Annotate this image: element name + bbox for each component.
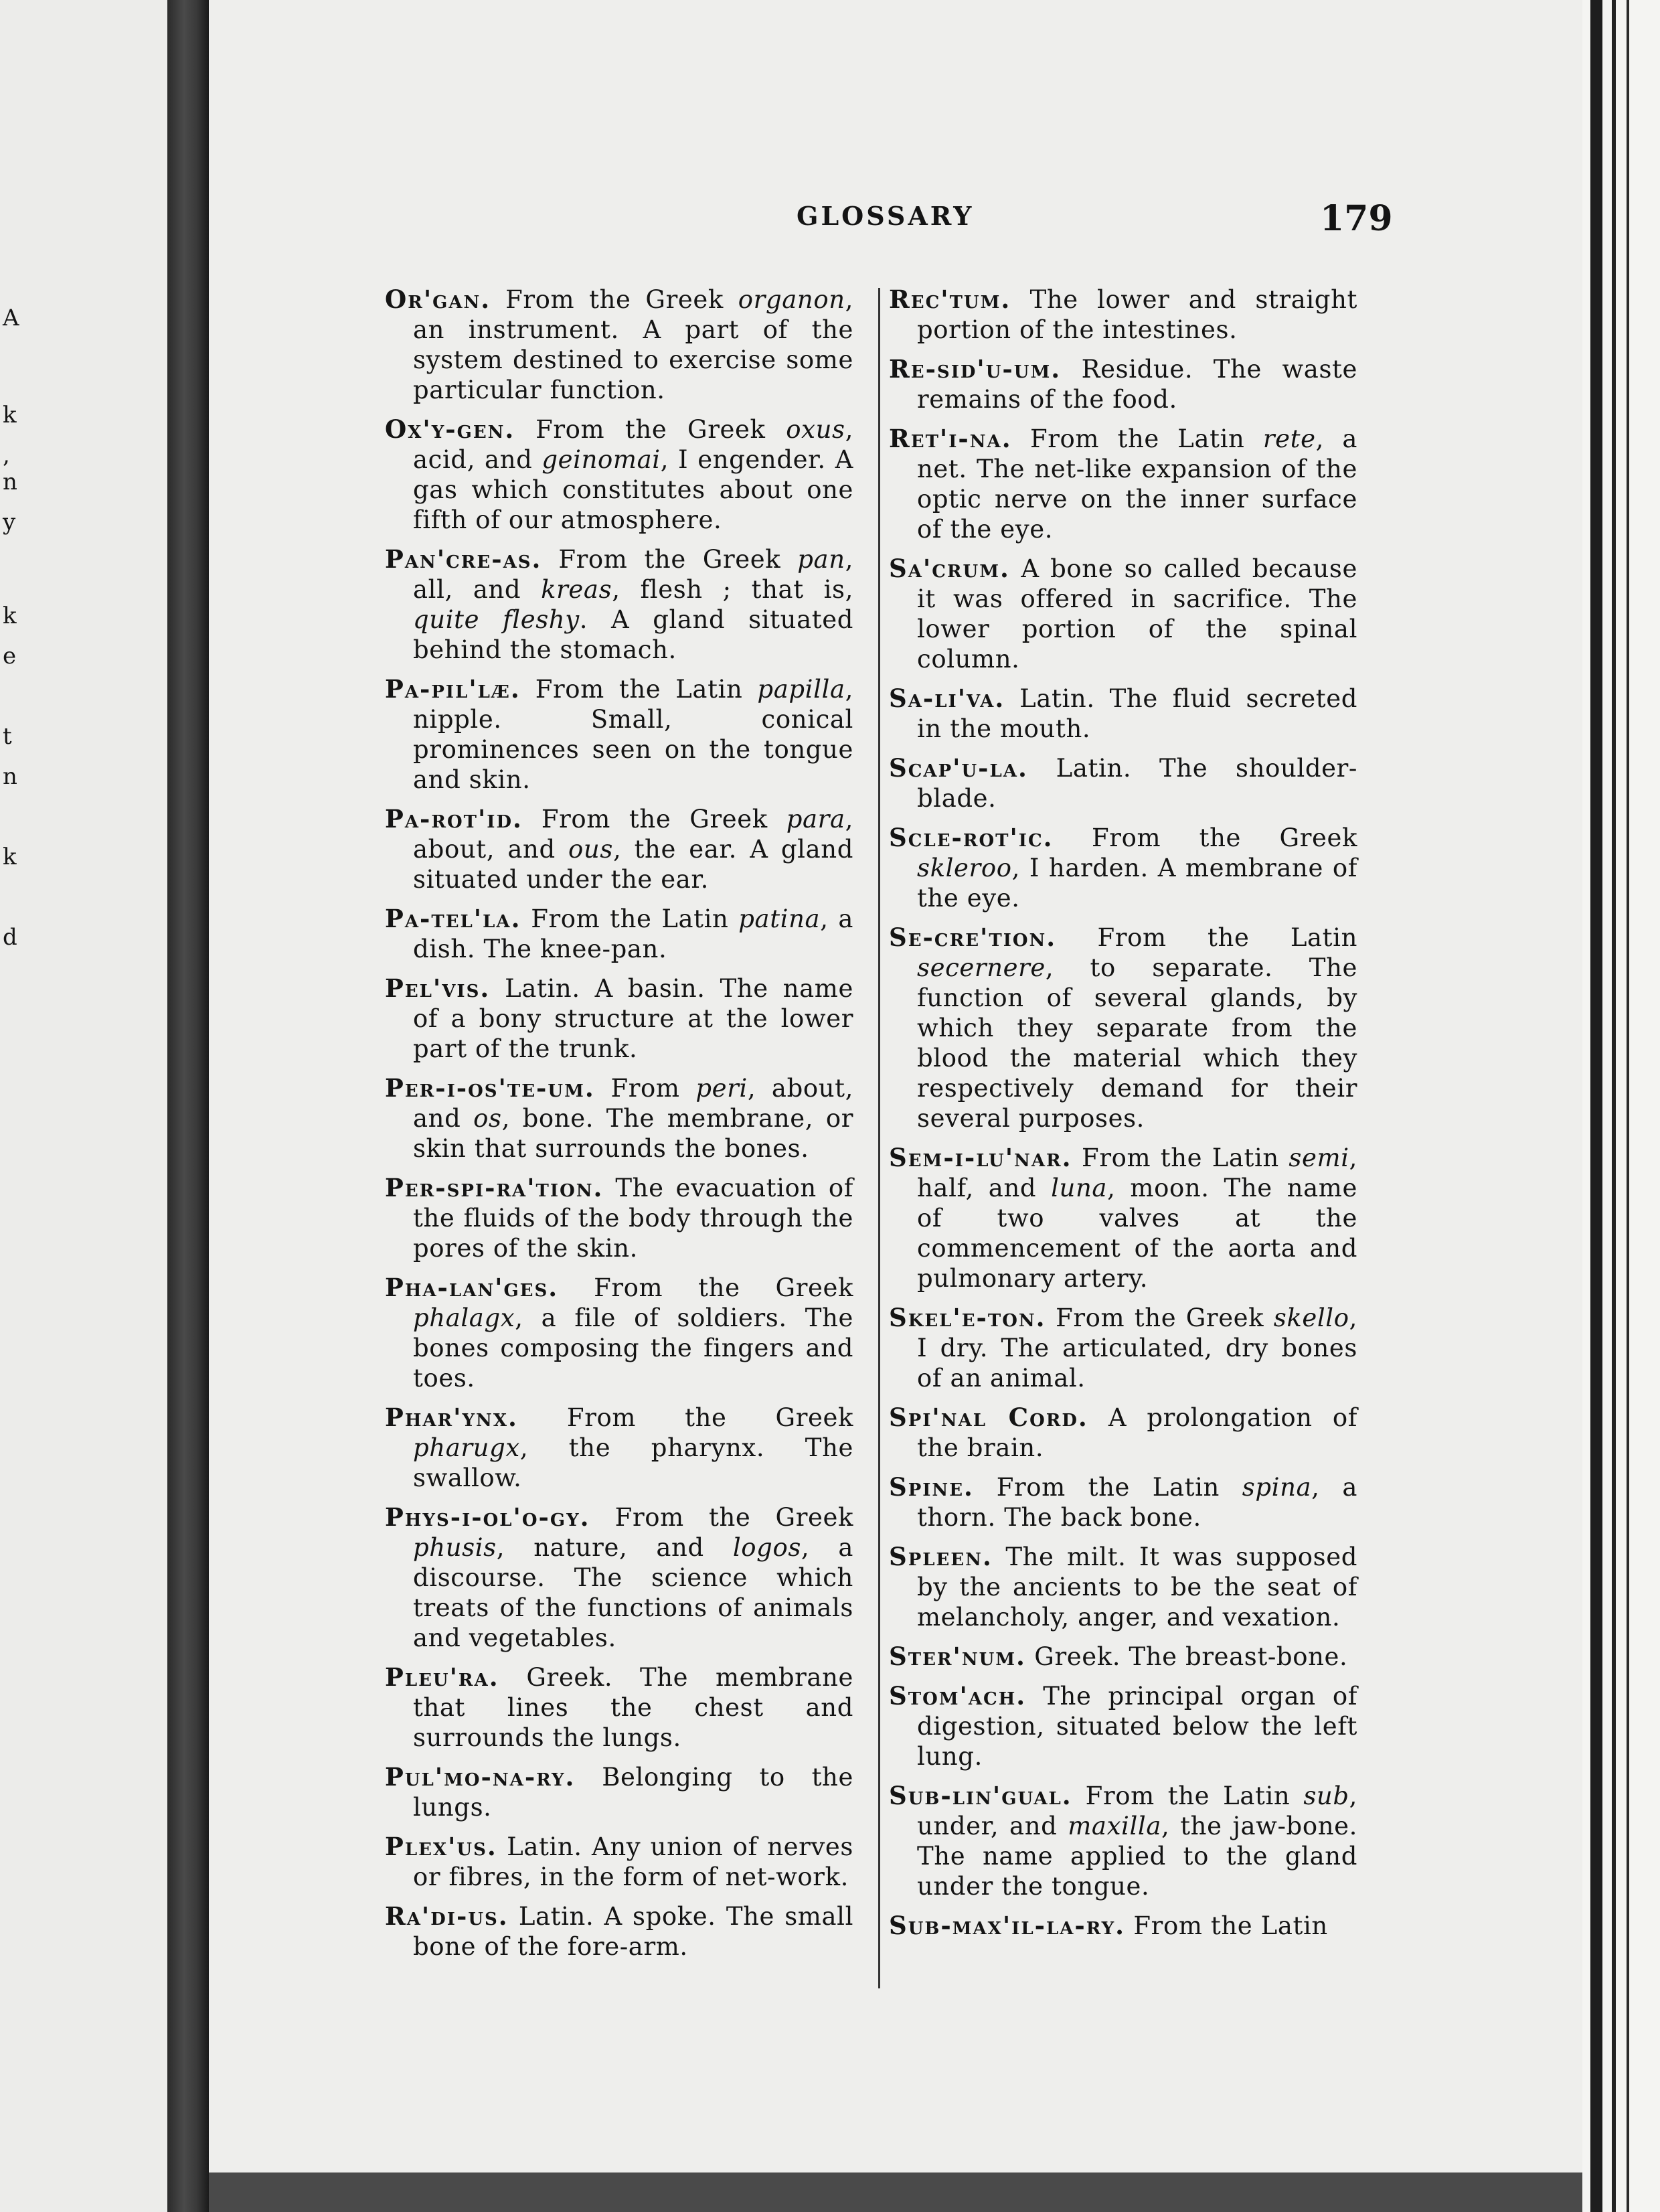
glossary-term: Ster'num. — [889, 1642, 1026, 1671]
glossary-definition: A bone so called because it was offered in sacrifice. The lower portion of the spinal column. — [917, 554, 1357, 674]
facing-page-char: k — [3, 402, 17, 428]
glossary-definition: From the Latin semi, half, and luna, moon. The name of two valves at the commencement of the aorta and pulmonary artery. — [917, 1143, 1357, 1293]
glossary-term: Per-spi-ra'tion. — [385, 1173, 604, 1202]
glossary-definition: Greek. The breast-bone. — [1025, 1642, 1348, 1671]
glossary-definition: From the Latin patina, a dish. The knee-pan. — [413, 904, 854, 963]
glossary-definition: From the Greek skleroo, I harden. A membrane of the eye. — [917, 823, 1357, 913]
edge-line — [1627, 0, 1629, 2212]
glossary-definition: From the Latin — [1125, 1911, 1328, 1940]
glossary-entry — [385, 1662, 853, 1753]
facing-page-char: e — [3, 643, 17, 669]
glossary-term: Se-cre'tion. — [889, 923, 1057, 952]
glossary-entry — [889, 1681, 1357, 1771]
glossary-definition: Residue. The waste remains of the food. — [917, 355, 1357, 414]
glossary-entry — [889, 424, 1357, 544]
glossary-term: Sa-li'va. — [889, 684, 1005, 713]
glossary-entry — [889, 285, 1357, 345]
glossary-term: Phar'ynx. — [385, 1403, 518, 1432]
bottom-shadow — [209, 2172, 1582, 2212]
glossary-definition: The principal organ of digestion, situated below the left lung. — [917, 1682, 1357, 1771]
glossary-definition: Latin. A basin. The name of a bony structure at the lower part of the trunk. — [413, 974, 853, 1063]
glossary-entry — [385, 1073, 853, 1164]
glossary-term: Spi'nal Cord. — [889, 1403, 1088, 1432]
glossary-term: Scap'u-la. — [889, 753, 1028, 783]
glossary-term: Per-i-os'te-um. — [385, 1073, 595, 1103]
glossary-definition: From the Greek skello, I dry. The articulated, dry bones of an animal. — [917, 1304, 1357, 1393]
glossary-entry — [385, 1273, 853, 1393]
glossary-term: Pa-rot'id. — [385, 804, 523, 834]
glossary-entry — [889, 1642, 1357, 1672]
glossary-entry — [889, 1143, 1357, 1293]
glossary-entry — [889, 684, 1357, 744]
edge-line — [1612, 0, 1616, 2212]
facing-page-char: d — [3, 924, 17, 951]
glossary-definition: From the Greek phalagx, a file of soldiers. The bones composing the fingers and toes. — [413, 1273, 853, 1393]
glossary-term: Pha-lan'ges. — [385, 1273, 559, 1302]
glossary-term: Pel'vis. — [385, 973, 491, 1003]
glossary-definition: From the Latin sub, under, and maxilla, the jaw-bone. The name applied to the gland under the tongue. — [917, 1782, 1357, 1901]
column-divider — [878, 288, 880, 1988]
glossary-term: Pleu'ra. — [385, 1662, 499, 1692]
glossary-entry — [385, 1832, 853, 1892]
glossary-term: Skel'e-ton. — [889, 1303, 1046, 1332]
glossary-entry — [385, 1403, 853, 1493]
glossary-term: Sa'crum. — [889, 554, 1010, 583]
glossary-entry — [385, 1762, 853, 1822]
glossary-term: Or'gan. — [385, 285, 491, 314]
glossary-definition: From the Greek phusis, nature, and logos, a discourse. The science which treats of the functions of animals and vegetables. — [413, 1503, 853, 1652]
glossary-definition: From the Greek oxus, acid, and geinomai, I engender. A gas which constitutes about one fifth of our atmosphere. — [413, 415, 853, 534]
glossary-definition: From the Latin secernere, to separate. The function of several glands, by which they separate from the blood the material which they respectively demand for their several purposes. — [917, 923, 1357, 1133]
glossary-definition: A prolongation of the brain. — [917, 1403, 1357, 1462]
glossary-term: Stom'ach. — [889, 1681, 1027, 1711]
glossary-definition: Latin. The shoulder-blade. — [917, 754, 1357, 813]
glossary-entry — [889, 1911, 1357, 1941]
glossary-entry — [385, 285, 853, 405]
glossary-term: Ret'i-na. — [889, 424, 1012, 453]
glossary-definition: From the Greek organon, an instrument. A part of the system destined to exercise some particular function. — [413, 285, 853, 404]
glossary-definition: From the Greek pan, all, and kreas, flesh ; that is, quite fleshy. A gland situated behind the stomach. — [413, 545, 853, 664]
book-gutter — [167, 0, 209, 2212]
glossary-definition: From the Latin papilla, nipple. Small, conical prominences seen on the tongue and skin. — [413, 675, 853, 794]
facing-page-char: k — [3, 603, 17, 629]
glossary-entry — [385, 904, 853, 964]
glossary-term: Pul'mo-na-ry. — [385, 1762, 576, 1792]
glossary-term: Rec'tum. — [889, 285, 1011, 314]
glossary-entry — [385, 674, 853, 795]
glossary-term: Spleen. — [889, 1542, 993, 1571]
facing-page-char: y — [3, 509, 16, 536]
glossary-entry — [889, 1781, 1357, 1901]
glossary-entry — [889, 1542, 1357, 1632]
facing-page-char: n — [3, 469, 17, 495]
glossary-definition: Greek. The membrane that lines the chest and surrounds the lungs. — [413, 1663, 853, 1752]
glossary-definition: Latin. Any union of nerves or fibres, in the form of net-work. — [413, 1832, 853, 1891]
facing-page-char: t — [3, 723, 12, 750]
glossary-term: Sub-lin'gual. — [889, 1781, 1072, 1810]
glossary-entry — [889, 753, 1357, 813]
glossary-term: Pan'cre-as. — [385, 544, 542, 574]
edge-shadow — [1590, 0, 1602, 2212]
glossary-entry — [385, 804, 853, 894]
glossary-entry — [889, 354, 1357, 414]
glossary-entry — [385, 544, 853, 665]
glossary-term: Scle-rot'ic. — [889, 823, 1054, 852]
facing-page-char: , — [3, 442, 10, 469]
glossary-entry — [889, 1472, 1357, 1532]
right-page-edge — [1582, 0, 1660, 2212]
glossary-definition: From the Latin rete, a net. The net-like expansion of the optic nerve on the inner surface of the eye. — [917, 424, 1357, 544]
glossary-term: Ra'di-us. — [385, 1901, 509, 1931]
glossary-term: Pa-tel'la. — [385, 904, 521, 933]
glossary-entry — [385, 414, 853, 535]
glossary-definition: Latin. A spoke. The small bone of the fore-arm. — [413, 1902, 853, 1961]
page-number: 179 — [1320, 198, 1393, 239]
glossary-column-right — [889, 285, 1357, 1941]
running-head: GLOSSARY — [797, 201, 975, 231]
glossary-definition: From the Greek pharugx, the pharynx. The swallow. — [413, 1403, 853, 1492]
glossary-definition: From the Greek para, about, and ous, the ear. A gland situated under the ear. — [413, 805, 853, 894]
facing-page-char: A — [3, 305, 19, 331]
glossary-entry — [385, 1901, 853, 1962]
left-page-edge — [0, 0, 167, 2212]
glossary-entry — [889, 1403, 1357, 1463]
glossary-definition: The evacuation of the fluids of the body through the pores of the skin. — [413, 1174, 853, 1263]
glossary-entry — [889, 923, 1357, 1133]
glossary-entry — [889, 1303, 1357, 1393]
glossary-term: Phys-i-ol'o-gy. — [385, 1502, 590, 1532]
glossary-definition: Belonging to the lungs. — [413, 1763, 853, 1822]
glossary-term: Pa-pil'læ. — [385, 674, 521, 704]
glossary-definition: Latin. The fluid secreted in the mouth. — [917, 684, 1357, 743]
glossary-term: Ox'y-gen. — [385, 414, 515, 444]
glossary-term: Plex'us. — [385, 1832, 497, 1861]
glossary-term: Sub-max'il-la-ry. — [889, 1911, 1126, 1940]
facing-page-char: k — [3, 844, 17, 870]
glossary-term: Spine. — [889, 1472, 974, 1502]
glossary-term: Sem-i-lu'nar. — [889, 1143, 1072, 1172]
facing-page-char: n — [3, 763, 17, 790]
glossary-column-left — [385, 285, 853, 1962]
glossary-entry — [385, 1173, 853, 1263]
glossary-entry — [889, 823, 1357, 913]
glossary-definition: From the Latin spina, a thorn. The back bone. — [917, 1473, 1357, 1532]
glossary-term: Re-sid'u-um. — [889, 354, 1062, 384]
glossary-definition: From peri, about, and os, bone. The membrane, or skin that surrounds the bones. — [413, 1074, 853, 1163]
glossary-definition: The lower and straight portion of the intestines. — [917, 285, 1357, 344]
glossary-definition: The milt. It was supposed by the ancients to be the seat of melancholy, anger, and vexation. — [917, 1543, 1357, 1632]
glossary-entry — [889, 554, 1357, 674]
glossary-entry — [385, 1502, 853, 1653]
glossary-entry — [385, 973, 853, 1064]
